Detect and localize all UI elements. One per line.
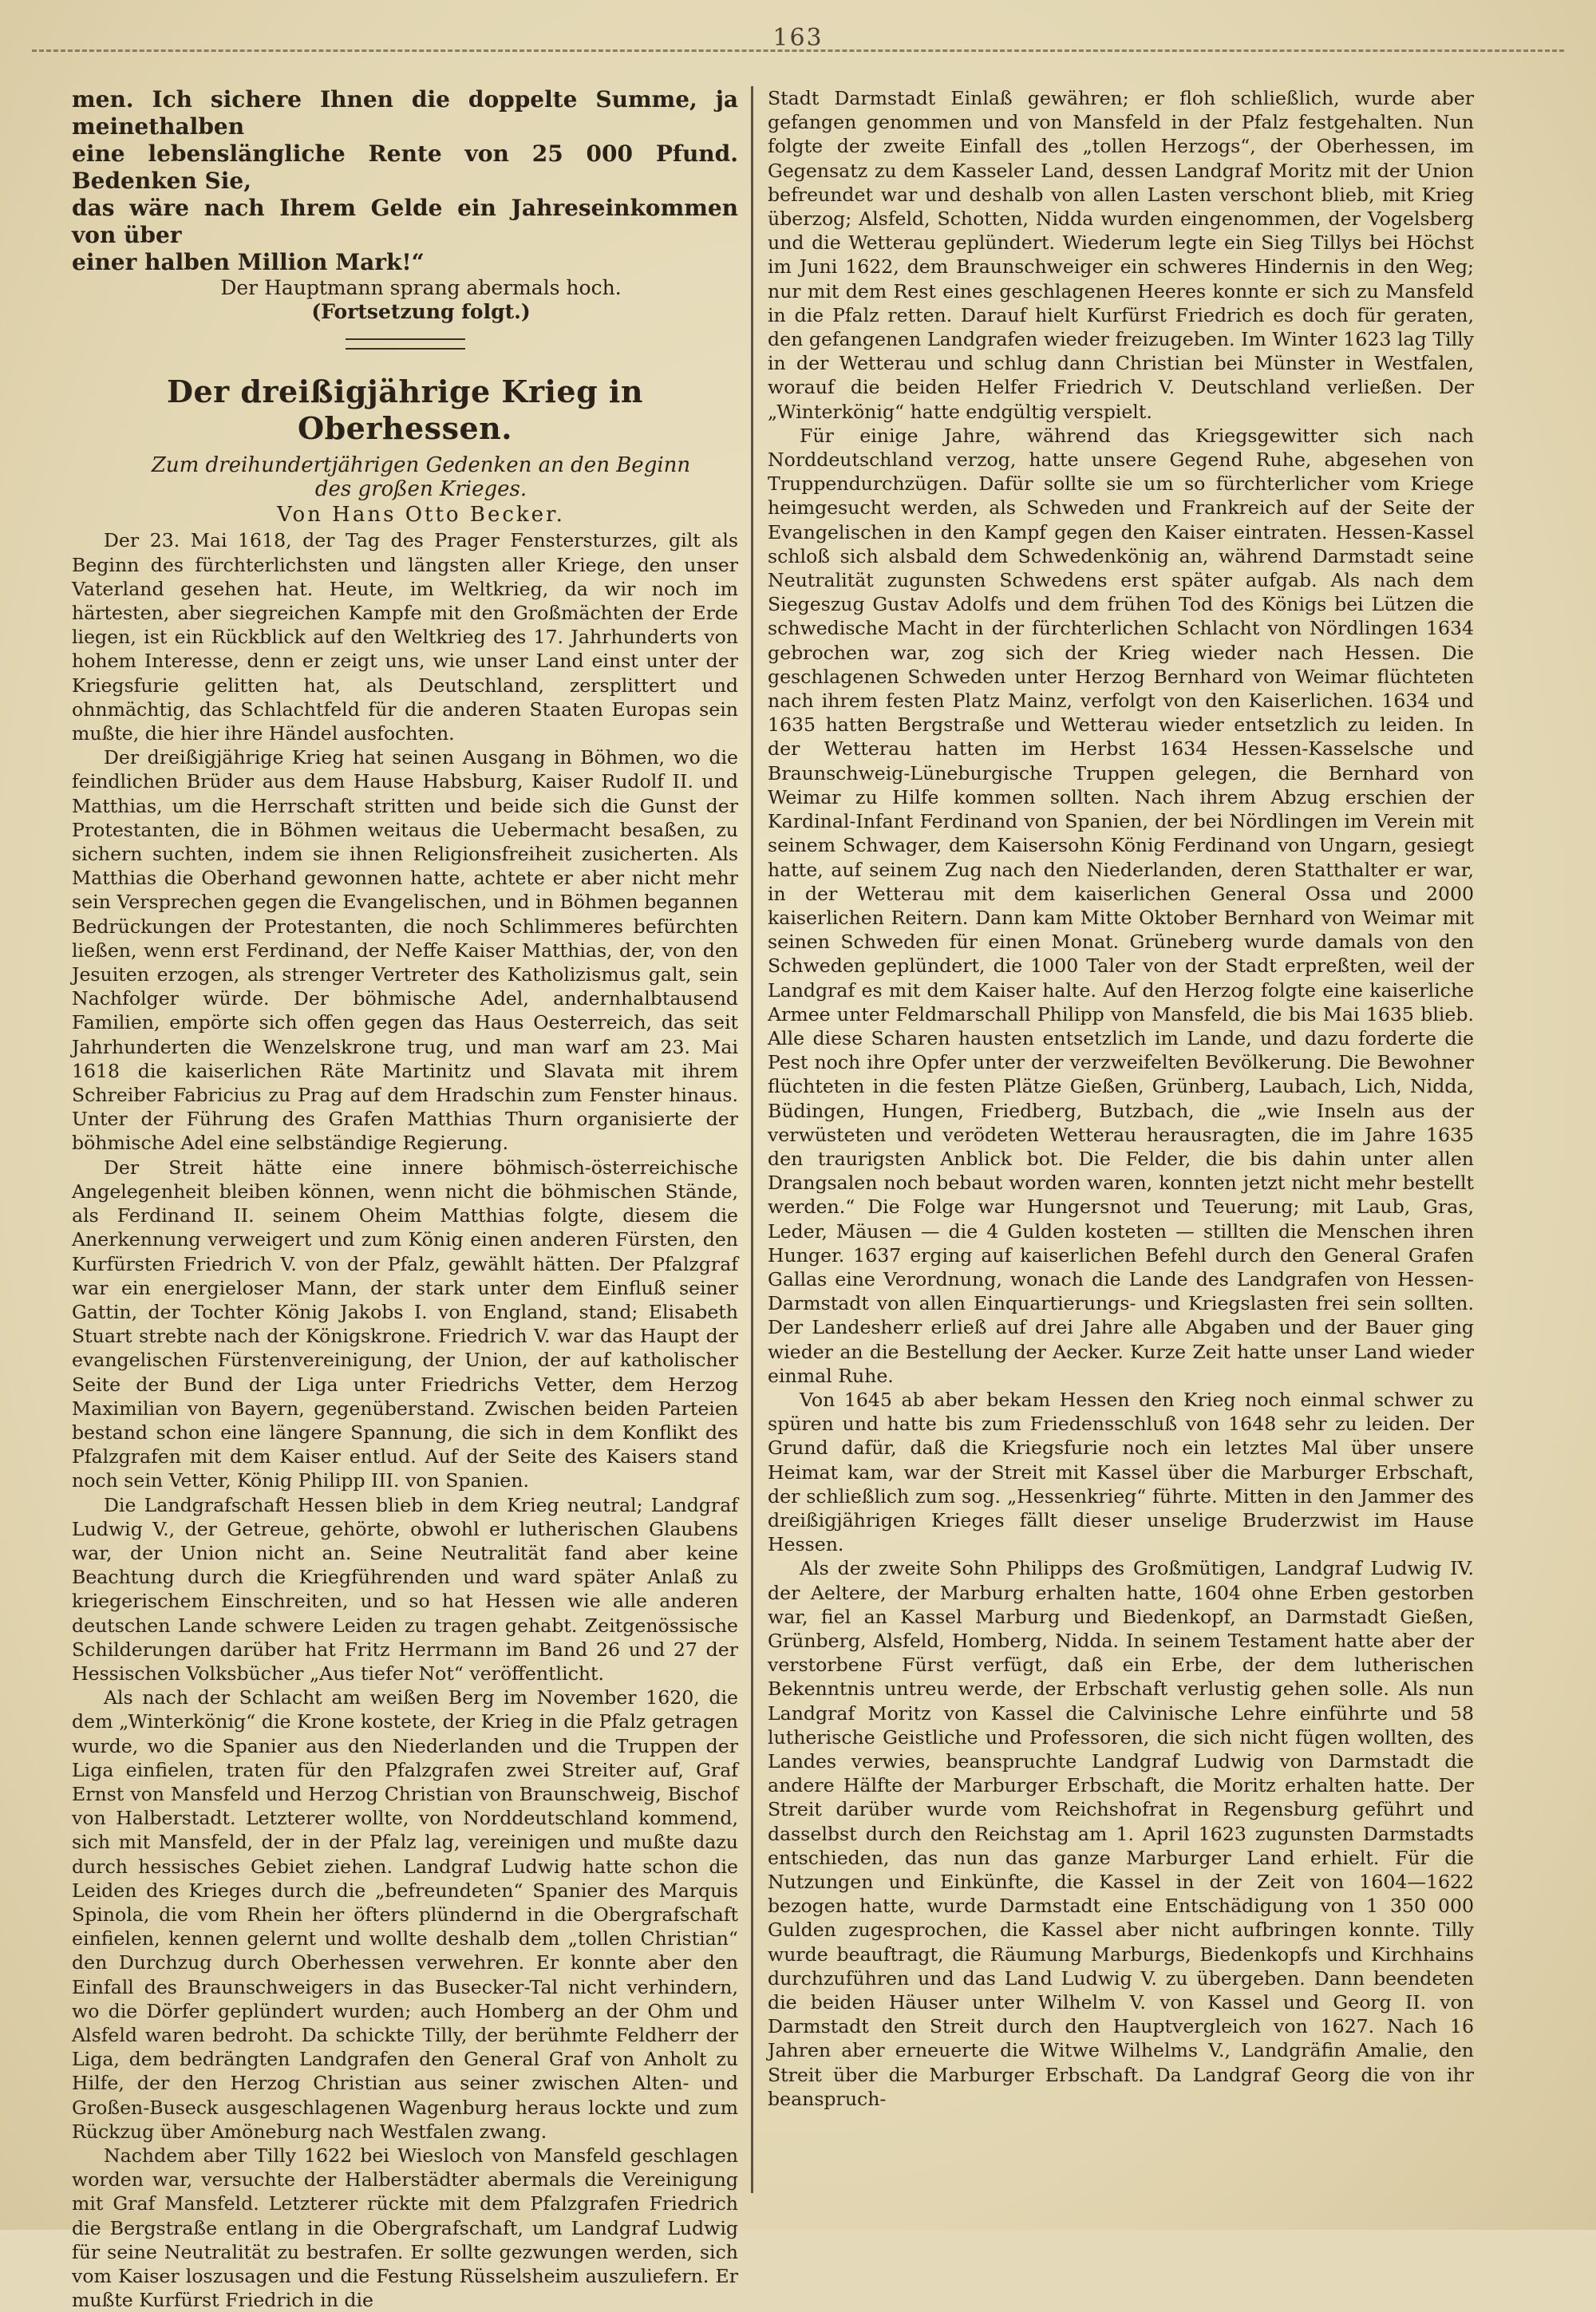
article-paragraph: Nachdem aber Tilly 1622 bei Wiesloch von Mansfeld geschlagen worden war, versuchte der Halberstädter abermals die Vereinigung mit Graf Mansfeld. Letzterer rückte mit dem Pfalzgrafen Friedrich die Bergstraße entlang in die Obergrafschaft, um Landgraf Ludwig für seine Neutralität zu bestrafen. Er sollte gezwungen werden, sich vom Kaiser loszusagen und die Festung Rüsselsheim auszuliefern. Er mußte Kurfürst Friedrich in die	[72, 2144, 738, 2312]
article-paragraph: Als der zweite Sohn Philipps des Großmütigen, Landgraf Ludwig IV. der Aeltere, der Marburg erhalten hatte, 1604 ohne Erben gestorben war, fiel an Kassel Marburg und Biedenkopf, an Darmstadt Gießen, Grünberg, Alsfeld, Homberg, Nidda. In seinem Testament hatte aber der verstorbene Fürst verfügt, daß ein Erbe, der dem lutherischen Bekenntnis untreu werde, der Erbschaft verlustig gehen solle. Als nun Landgraf Moritz von Kassel die Calvinische Lehre einführte und 58 lutherische Geistliche und Professoren, die sich nicht fügen wollten, des Landes verwies, beanspruchte Landgraf Ludwig von Darmstadt die andere Hälfte der Marburger Erbschaft, die Moritz erhalten hatte. Der Streit darüber wurde vom Reichshofrat in Regensburg geführt und dasselbst durch den Reichstag am 1. April 1623 zugunsten Darmstadts entschieden, das nun das ganze Marburger Land erhielt. Für die Nutzungen und Einkünfte, die Kassel in der Zeit von 1604—1622 bezogen hatte, wurde Darmstadt eine Entschädigung von 1 350 000 Gulden zugesprochen, die Kassel aber nicht aufbringen konnte. Tilly wurde beauftragt, die Räumung Marburgs, Biedenkopfs und Kirchhains durchzuführen und das Land Ludwig V. zu übergeben. Dann beendeten die beiden Häuser unter Wilhelm V. von Kassel und Georg II. von Darmstadt den Streit durch den Hauptvergleich von 1627. Nach 16 Jahren aber erneuerte die Witwe Wilhelms V., Landgräfin Amalie, den Streit über die Marburger Erbschaft. Da Landgraf Georg die von ihr beanspruch-	[768, 1557, 1474, 2110]
column-divider	[751, 86, 753, 2193]
story-end-line: das wäre nach Ihrem Gelde ein Jahreseinkommen von über	[72, 195, 738, 248]
page-number: 163	[772, 24, 824, 52]
article-paragraph: Von 1645 ab aber bekam Hessen den Krieg noch einmal schwer zu spüren und hatte bis zum Friedensschluß von 1648 sehr zu leiden. Der Grund dafür, daß die Kriegsfurie noch ein letztes Mal über unsere Heimat kam, war der Streit mit Kassel über die Marburger Erbschaft, der schließlich zum sog. „Hessenkrieg“ führte. Mitten in den Jammer des dreißigjährigen Krieges fällt dieser unselige Bruderzwist im Hause Hessen.	[768, 1388, 1474, 1556]
article-subtitle-2: des großen Krieges.	[314, 477, 527, 502]
article-paragraph: Für einige Jahre, während das Kriegsgewitter sich nach Norddeutschland verzog, hatte unsere Gegend Ruhe, abgesehen von Truppendurchzügen. Dafür sollte sie um so fürchterlicher vom Kriege heimgesucht werden, als Schweden und Frankreich auf der Seite der Evangelischen in den Kampf gegen den Kaiser eintraten. Hessen-Kassel schloß sich alsbald dem Schwedenkönig an, während Darmstadt seine Neutralität zugunsten Schwedens erst später aufgab. Als nach dem Siegeszug Gustav Adolfs und dem frühen Tod des Königs bei Lützen die schwedische Macht in der fürchterlichen Schlacht von Nördlingen 1634 gebrochen war, zog sich der Krieg wieder nach Hessen. Die geschlagenen Schweden unter Herzog Bernhard von Weimar flüchteten nach ihrem festen Platz Mainz, verfolgt von den Kaiserlichen. 1634 und 1635 hatten Bergstraße und Wetterau wieder entsetzlich zu leiden. In der Wetterau hatten im Herbst 1634 Hessen-Kasselsche und Braunschweig-Lüneburgische Truppen gelegen, die Bernhard von Weimar zu Hilfe kommen sollten. Nach ihrem Abzug erschien der Kardinal-Infant Ferdinand von Spanien, der bei Nördlingen im Verein mit seinem Schwager, dem Kaisersohn König Ferdinand von Ungarn, gesiegt hatte, auf seinem Zug nach den Niederlanden, deren Statthalter er war, in der Wetterau mit dem kaiserlichen General Ossa und 2000 kaiserlichen Reitern. Dann kam Mitte Oktober Bernhard von Weimar mit seinen Schweden für einen Monat. Grüneberg wurde damals von den Schweden geplündert, die 1000 Taler von der Stadt erpreßten, weil der Landgraf es mit dem Kaiser halte. Auf den Herzog folgte eine kaiserliche Armee unter Feldmarschall Philipp von Mansfeld, die bis Mai 1635 blieb. Alle diese Scharen hausten entsetzlich im Lande, und dazu forderte die Pest noch ihre Opfer unter der verzweifelten Bevölkerung. Die Bewohner flüchteten in die festen Plätze Gießen, Grünberg, Laubach, Lich, Nidda, Büdingen, Hungen, Friedberg, Butzbach, die „wie Inseln aus der verwüsteten und verödeten Wetterau herausragten, die im Jahre 1635 den traurigsten Anblick bot. Die Felder, die bis dahin unter allen Drangsalen noch bebaut worden waren, konnten jetzt nicht mehr bestellt werden.“ Die Folge war Hungersnot und Teuerung; mit Laub, Gras, Leder, Mäusen — die 4 Gulden kosteten — stillten die Menschen ihren Hunger. 1637 erging auf kaiserlichen Befehl durch den General Grafen Gallas eine Verordnung, wonach die Lande des Landgrafen von Hessen-Darmstadt von allen Einquartierungs- und Kriegslasten frei sein sollten. Der Landesherr erließ auf drei Jahre alle Abgaben und der Bauer ging wieder an die Bestellung der Aecker. Kurze Zeit hatte unser Land wieder einmal Ruhe.	[768, 424, 1474, 1387]
article-paragraph: Als nach der Schlacht am weißen Berg im November 1620, die dem „Winterkönig“ die Krone kostete, der Krieg in die Pfalz getragen wurde, wo die Spanier aus den Niederlanden und die Truppen der Liga einfielen, traten für den Pfalzgrafen zwei Streiter auf, Graf Ernst von Mansfeld und Herzog Christian von Braunschweig, Bischof von Halberstadt. Letzterer wollte, von Norddeutschland kommend, sich mit Mansfeld, der in der Pfalz lag, vereinigen und mußte dazu durch hessisches Gebiet ziehen. Landgraf Ludwig hatte schon die Leiden des Krieges durch die „befreundeten“ Spanier des Marquis Spinola, die vom Rhein her öfters plündernd in die Obergrafschaft einfielen, kennen gelernt und wollte deshalb dem „tollen Christian“ den Durchzug durch Oberhessen verwehren. Er konnte aber den Einfall des Braunschweigers in das Busecker-Tal nicht verhindern, wo die Dörfer geplündert wurden; auch Homberg an der Ohm und Alsfeld waren bedroht. Da schickte Tilly, der berühmte Feldherr der Liga, dem bedrängten Landgrafen den General Graf von Anholt zu Hilfe, der den Herzog Christian aus seiner zwischen Alten- und Großen-Buseck ausgeschlagenen Wagenburg heraus lockte und zum Rückzug über Amöneburg nach Westfalen zwang.	[72, 1686, 738, 2143]
article-title: Der dreißigjährige Krieg in Oberhessen.	[167, 373, 643, 447]
article-paragraph: Der dreißigjährige Krieg hat seinen Ausgang in Böhmen, wo die feindlichen Brüder aus dem Hause Habsburg, Kaiser Rudolf II. und Matthias, um die Herrschaft stritten und beide sich die Gunst der Protestanten, die in Böhmen weitaus die Uebermacht besaßen, zu sichern suchten, indem sie ihnen Religionsfreiheit zusicherten. Als Matthias die Oberhand gewonnen hatte, achtete er aber nicht mehr sein Versprechen gegen die Evangelischen, und in Böhmen begannen Bedrückungen der Protestanten, die noch Schlimmeres befürchten ließen, wenn erst Ferdinand, der Neffe Kaiser Matthias, der, von den Jesuiten erzogen, als strenger Vertreter des Katholizismus galt, sein Nachfolger würde. Der böhmische Adel, andernhalbtausend Familien, empörte sich offen gegen das Haus Oesterreich, das seit Jahrhunderten die Wenzelskrone trug, und man warf am 23. Mai 1618 die kaiserlichen Räte Martinitz und Slavata mit ihrem Schreiber Fabricius zu Prag auf dem Hradschin zum Fenster hinaus. Unter der Führung des Grafen Matthias Thurn organisierte der böhmische Adel eine selbständige Regierung.	[72, 746, 738, 1155]
article-paragraph: Stadt Darmstadt Einlaß gewähren; er floh schließlich, wurde aber gefangen genommen und von Mansfeld in der Pfalz festgehalten. Nun folgte der zweite Einfall des „tollen Herzogs“, der Oberhessen, im Gegensatz zu dem Kasseler Land, dessen Landgraf Moritz mit der Union befreundet war und deshalb von allen Lasten verschont blieb, mit Krieg überzog; Alsfeld, Schotten, Nidda wurden eingenommen, der Vogelsberg und die Wetterau geplündert. Wiederum legte ein Sieg Tillys bei Höchst im Juni 1622, dem Braunschweiger ein schweres Hindernis in den Weg; nur mit dem Rest eines geschlagenen Heeres konnte er sich zu Mansfeld in die Pfalz retten. Darauf hielt Kurfürst Friedrich es doch für geraten, den gefangenen Landgrafen wieder freizugeben. Im Winter 1623 lag Tilly in der Wetterau und schlug dann Christian bei Münster in Westfalen, worauf die beiden Helfer Friedrich V. Deutschland verließen. Der „Winterkönig“ hatte endgültig verspielt.	[768, 87, 1474, 423]
article-subtitle-1: Zum dreihundertjährigen Gedenken an den Beginn	[151, 453, 691, 478]
story-end-line: men. Ich sichere Ihnen die doppelte Summe, ja meinethalben	[72, 86, 738, 140]
story-end-last: Der Hauptmann sprang abermals hoch.	[220, 276, 622, 299]
story-ending	[72, 86, 738, 324]
article-author: Von Hans Otto Becker.	[277, 503, 565, 528]
header-rule	[32, 49, 1564, 52]
article-separator	[346, 338, 465, 350]
right-column	[768, 86, 1474, 2209]
article-paragraph: Die Landgrafschaft Hessen blieb in dem Krieg neutral; Landgraf Ludwig V., der Getreue, gehörte, obwohl er lutherischen Glaubens war, der Union nicht an. Seine Neutralität fand aber keine Beachtung durch die Kriegführenden und ward später Anlaß zu kriegerischem Einschreiten, und so hat Hessen wie alle anderen deutschen Lande schwere Leiden zu tragen gehabt. Zeitgenössische Schilderungen darüber hat Fritz Herrmann im Band 26 und 27 der Hessischen Volksbücher „Aus tiefer Not“ veröffentlicht.	[72, 1493, 738, 1685]
left-column	[72, 86, 738, 2312]
article-paragraph: Der 23. Mai 1618, der Tag des Prager Fenstersturzes, gilt als Beginn des fürchterlichsten und längsten aller Kriege, den unser Vaterland gesehen hat. Heute, im Weltkrieg, da wir noch im härtesten, aber siegreichen Kampfe mit den Großmächten der Erde liegen, ist ein Rückblick auf den Weltkrieg des 17. Jahrhunderts von hohem Interesse, denn er zeigt uns, wie unser Land einst unter der Kriegsfurie gelitten hat, als Deutschland, zersplittert und ohnmächtig, das Schlachtfeld für die anderen Staaten Europas sein mußte, die hier ihre Händel ausfochten.	[72, 529, 738, 745]
story-end-line: einer halben Million Mark!“	[72, 249, 425, 275]
article-paragraph: Der Streit hätte eine innere böhmisch-österreichische Angelegenheit bleiben können, wenn nicht die böhmischen Stände, als Ferdinand II. seinem Oheim Matthias folgte, diesem die Anerkennung verweigert und zum König einen anderen Fürsten, den Kurfürsten Friedrich V. von der Pfalz, gewählt hätten. Der Pfalzgraf war ein energieloser Mann, der stark unter dem Einfluß seiner Gattin, der Tochter König Jakobs I. von England, stand; Elisabeth Stuart strebte nach der Königskrone. Friedrich V. war das Haupt der evangelischen Fürstenvereinigung, der Union, der auf katholischer Seite der Bund der Liga unter Friedrichs Vetter, dem Herzog Maximilian von Bayern, gegenüberstand. Zwischen beiden Parteien bestand schon eine längere Spannung, die sich in dem Konflikt des Pfalzgrafen mit dem Kaiser entlud. Auf der Seite des Kaisers stand noch sein Vetter, König Philipp III. von Spanien.	[72, 1156, 738, 1492]
continuation-note: (Fortsetzung folgt.)	[311, 300, 531, 324]
story-end-line: eine lebenslängliche Rente von 25 000 Pfund. Bedenken Sie,	[72, 140, 738, 194]
